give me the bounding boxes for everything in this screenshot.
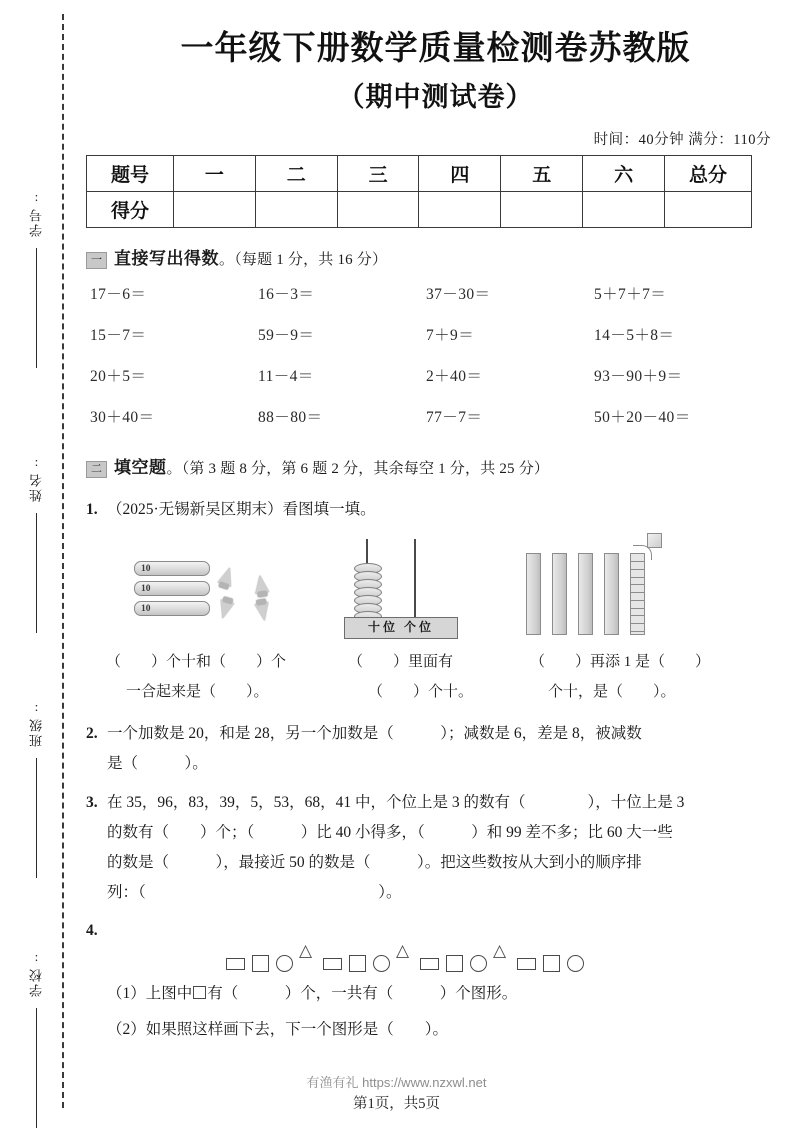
score-row-label: 得分: [87, 191, 174, 227]
score-cell-5[interactable]: [501, 191, 583, 227]
ten-stick: [578, 553, 593, 635]
calc-item[interactable]: 15－7＝: [90, 326, 147, 344]
shuttlecock-icon: [255, 602, 272, 622]
footer-page-number: 第1页，共5页: [353, 1096, 440, 1112]
score-cell-3[interactable]: [337, 191, 419, 227]
margin-write-line: [36, 758, 37, 878]
section-marker: 二: [86, 461, 107, 478]
q1-blank-col3-line2[interactable]: 个十，是（ ）。: [548, 684, 676, 701]
score-cell-total[interactable]: [665, 191, 752, 227]
circle-shape-icon: [567, 955, 584, 972]
calc-item[interactable]: 11－4＝: [258, 367, 314, 385]
question-2: [86, 719, 793, 779]
margin-field-label: 班级:: [28, 700, 44, 747]
rectangle-shape-icon: [226, 958, 245, 970]
page-subtitle: （期中测试卷）: [337, 81, 534, 112]
abacus-base-labels: [344, 617, 458, 639]
section-header-one: [86, 244, 793, 270]
question-2-line-2[interactable]: 是（ ）。: [107, 755, 208, 773]
tube-of-ten: 10: [134, 601, 210, 616]
section-title: 填空题: [114, 457, 167, 477]
ten-stick: [604, 553, 619, 635]
calc-item[interactable]: 37－30＝: [426, 285, 491, 303]
square-shape-icon: [193, 986, 206, 999]
calc-item[interactable]: 5＋7＋7＝: [594, 285, 667, 303]
table-row-header: [87, 155, 752, 191]
calc-item[interactable]: 93－90＋9＝: [594, 367, 683, 385]
question-1-blanks: [78, 647, 793, 709]
q1-blank-col1-line2[interactable]: 一合起来是（ ）。: [126, 684, 269, 701]
score-table-total-header: 总分: [665, 155, 752, 191]
calc-item[interactable]: 20＋5＝: [90, 367, 147, 385]
calc-item[interactable]: 30＋40＝: [90, 408, 155, 426]
score-table-header-label: 题号: [87, 155, 174, 191]
square-shape-icon: [446, 955, 463, 972]
unit-cube: [647, 533, 662, 548]
question-prompt: （2025·无锡新吴区期末）看图填一填。: [107, 500, 376, 518]
rectangle-shape-icon: [323, 958, 342, 970]
table-row-scores: [87, 191, 752, 227]
q1-blank-col1-line1[interactable]: （ ）个十和（ ）个: [106, 654, 287, 671]
shuttlecock-icon: [253, 574, 269, 594]
margin-field-student-id: [16, 190, 56, 368]
score-cell-6[interactable]: [583, 191, 665, 227]
question-3-line-3[interactable]: 的数是（ ），最接近 50 的数是（ ）。把这些数按从大到小的顺序排: [107, 853, 642, 871]
illustration-shuttlecock-tubes: [134, 561, 304, 631]
margin-field-label: 姓名:: [28, 455, 44, 502]
question-1-illustrations: [78, 531, 793, 643]
calc-item[interactable]: 16－3＝: [258, 285, 315, 303]
triangle-shape-icon: [494, 957, 510, 971]
abacus-label-ones: 个位: [404, 620, 435, 635]
square-shape-icon: [252, 955, 269, 972]
calc-item[interactable]: 14－5＋8＝: [594, 326, 675, 344]
calc-item[interactable]: 88－80＝: [258, 408, 323, 426]
dashed-fold-line: [62, 14, 64, 1108]
margin-field-label: 学校:: [28, 950, 44, 997]
arithmetic-grid: [90, 282, 762, 427]
footer-site-watermark: 有渔有礼 https://www.nzxwl.net: [306, 1075, 487, 1090]
section-note: 。（第 3 题 8 分，第 6 题 2 分，其余每空 1 分，共 25 分）: [166, 460, 550, 477]
q1-blank-col3-line1[interactable]: （ ）再添 1 是（ ）: [530, 654, 711, 671]
square-shape-icon: [543, 955, 560, 972]
abacus-label-tens: 十位: [367, 620, 398, 635]
question-4-sub-2[interactable]: （2）如果照这样画下去，下一个图形是（ ）。: [107, 1020, 449, 1038]
section-marker: 一: [86, 252, 107, 269]
calc-item[interactable]: 17－6＝: [90, 285, 147, 303]
question-number: 1.: [86, 500, 98, 518]
ten-stick-segmented: [630, 553, 645, 635]
question-number: 3.: [86, 793, 98, 811]
section-note: 。（每题 1 分，共 16 分）: [219, 251, 388, 268]
exam-page: [78, 0, 793, 1122]
question-3-line-1[interactable]: 在 35，96，83，39，5，53，68，41 中，个位上是 3 的数有（ ），十位上是 3: [107, 793, 685, 811]
ten-stick: [552, 553, 567, 635]
score-table-col-4: 四: [419, 155, 501, 191]
abacus-rod-ones: [414, 539, 416, 617]
score-table-col-5: 五: [501, 155, 583, 191]
calc-item[interactable]: 59－9＝: [258, 326, 315, 344]
circle-shape-icon: [373, 955, 390, 972]
section-title: 直接写出得数: [114, 248, 219, 268]
illustration-abacus: [340, 537, 460, 637]
question-1: [86, 495, 793, 525]
tube-of-ten: 10: [134, 561, 210, 576]
score-table-col-3: 三: [337, 155, 419, 191]
score-table-col-1: 一: [174, 155, 256, 191]
shuttlecock-icon: [216, 600, 234, 621]
illustration-base-ten-sticks: [526, 533, 676, 637]
page-title: 一年级下册数学质量检测卷苏教版: [180, 31, 691, 67]
margin-write-line: [36, 248, 37, 368]
question-4-shape-pattern: [86, 949, 793, 979]
question-number: 4.: [86, 922, 98, 940]
circle-shape-icon: [470, 955, 487, 972]
binding-margin: [0, 0, 78, 1122]
q1-blank-col2-line2[interactable]: （ ）个十。: [368, 684, 474, 701]
question-2-line-1[interactable]: 一个加数是 20，和是 28，另一个加数是（ ）；减数是 6，差是 8，被减数: [107, 725, 642, 743]
q1-blank-col2-line1[interactable]: （ ）里面有: [348, 654, 454, 671]
question-4-sub-1[interactable]: [86, 979, 793, 1009]
question-number: 2.: [86, 725, 98, 743]
score-table: [86, 155, 752, 228]
rectangle-shape-icon: [420, 958, 439, 970]
question-4-sub-1-before: （1）上图中: [107, 984, 193, 1002]
score-cell-2[interactable]: [255, 191, 337, 227]
question-4: [86, 916, 793, 1045]
margin-field-label: 学号:: [28, 190, 44, 237]
question-3-line-4[interactable]: 列：（ ）。: [107, 884, 402, 902]
score-table-col-6: 六: [583, 155, 665, 191]
score-cell-1[interactable]: [174, 191, 256, 227]
margin-field-class: [16, 700, 56, 878]
margin-write-line: [36, 513, 37, 633]
exam-meta: 时间：40分钟 满分：110分: [593, 131, 771, 148]
question-3: [86, 788, 793, 909]
circle-shape-icon: [276, 955, 293, 972]
tube-of-ten: 10: [134, 581, 210, 596]
square-shape-icon: [349, 955, 366, 972]
calc-item[interactable]: 77－7＝: [426, 408, 483, 426]
shuttlecock-icon: [218, 565, 237, 586]
question-3-line-2[interactable]: 的数有（ ）个；（ ）比 40 小得多，（ ）和 99 差不多；比 60 大一些: [107, 823, 673, 841]
triangle-shape-icon: [397, 957, 413, 971]
calc-item[interactable]: 7＋9＝: [426, 326, 475, 344]
score-table-col-2: 二: [255, 155, 337, 191]
calc-item[interactable]: 50＋20－40＝: [594, 408, 691, 426]
question-4-sub-1-after: 有（ ）个，一共有（ ）个图形。: [207, 984, 518, 1002]
calc-item[interactable]: 2＋40＝: [426, 367, 483, 385]
ten-stick: [526, 553, 541, 635]
rectangle-shape-icon: [517, 958, 536, 970]
loose-shuttlecocks: [218, 561, 296, 631]
triangle-shape-icon: [300, 957, 316, 971]
score-cell-4[interactable]: [419, 191, 501, 227]
section-header-two: [86, 453, 793, 479]
margin-field-name: [16, 455, 56, 633]
